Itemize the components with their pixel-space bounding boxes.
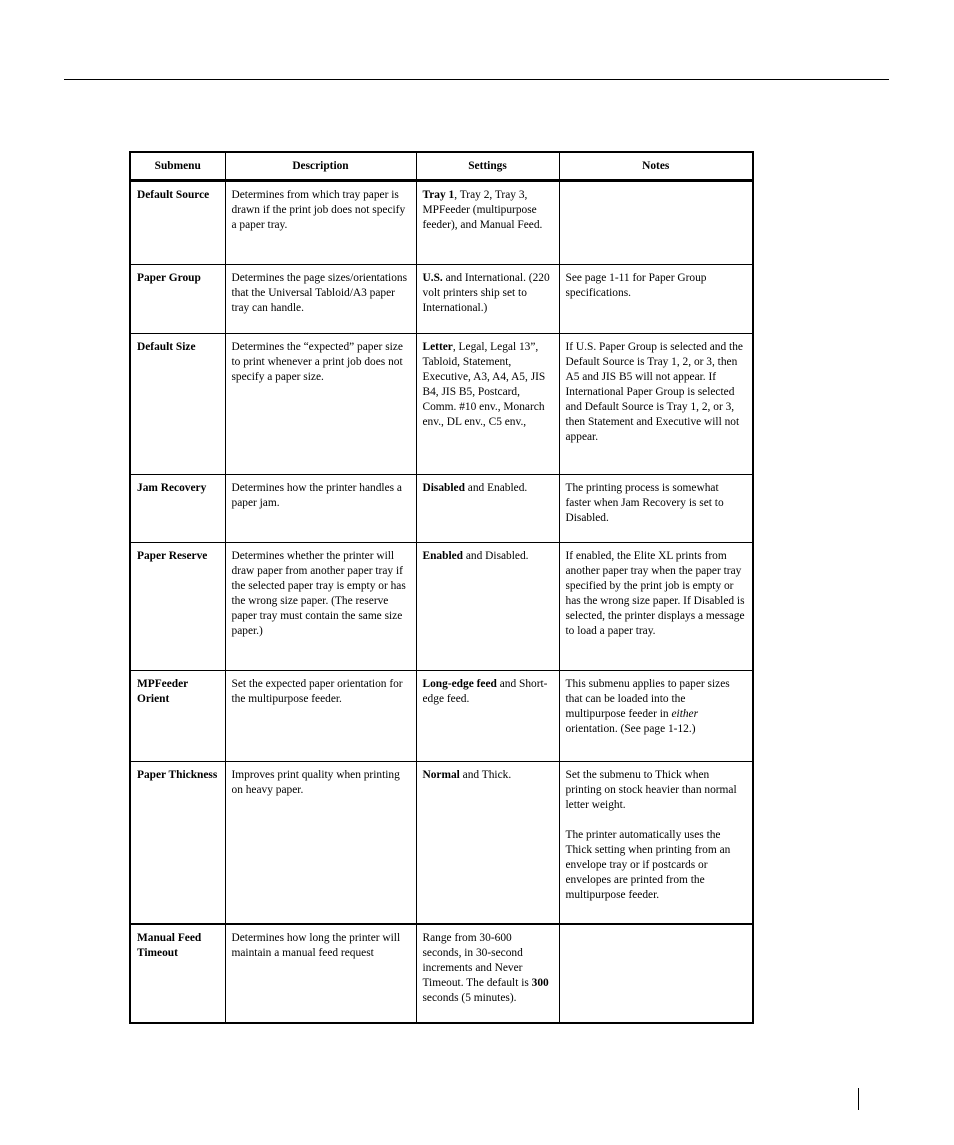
other-settings: and Thick. <box>459 769 512 781</box>
notes-emphasis: either <box>671 708 699 720</box>
table-header-row <box>130 152 753 181</box>
notes-paragraph: Set the submenu to Thick when printing on stock heavier than normal letter weight. <box>565 769 737 811</box>
default-setting: Tray 1 <box>422 189 455 201</box>
notes-cell: If U.S. Paper Group is selected and the Default Source is Tray 1, 2, or 3, then A5 and JIS B5 will not appear. If International Paper Group is selected and Default Source is Tray 1, 2, or 3, then Statement and Executive will not appear. <box>559 334 753 475</box>
other-settings: and Short-edge feed. <box>422 678 548 705</box>
table-row-paper-reserve <box>130 543 753 671</box>
settings-cell <box>416 671 559 762</box>
notes-cell: See page 1-11 for Paper Group specifications. <box>559 265 753 334</box>
default-setting: 300 <box>531 977 549 989</box>
submenu-cell: Paper Group <box>130 265 225 334</box>
submenu-cell: Jam Recovery <box>130 475 225 543</box>
default-setting: Enabled <box>422 550 464 562</box>
submenu-cell: Paper Reserve <box>130 543 225 671</box>
description-cell: Determines from which tray paper is drawn if the print job does not specify a paper tray. <box>225 181 416 265</box>
settings-text: Range from 30-600 seconds, in 30-second increments and Never Timeout. The default is <box>422 932 532 989</box>
other-settings: and Disabled. <box>463 550 529 562</box>
notes-paragraph: The printer automatically uses the Thick setting when printing from an envelope tray or if postcards or envelopes are printed from the multipurpose feeder. <box>565 829 731 901</box>
other-settings: , Legal, Legal 13”, Tabloid, Statement, Executive, A3, A4, A5, JIS B4, JIS B5, Postcard, Comm. #10 env., Monarch env., DL env., C5 env., <box>422 341 546 428</box>
table-row-manual-feed-timeout <box>130 924 753 1023</box>
other-settings: and Enabled. <box>464 482 528 494</box>
settings-cell <box>416 762 559 925</box>
submenu-cell: Manual Feed Timeout <box>130 924 225 1023</box>
table-row-default-source <box>130 181 753 265</box>
table-row-default-size <box>130 334 753 475</box>
notes-cell <box>559 181 753 265</box>
column-header-description: Description <box>225 152 416 181</box>
column-header-submenu: Submenu <box>130 152 225 181</box>
notes-cell: The printing process is somewhat faster when Jam Recovery is set to Disabled. <box>559 475 753 543</box>
default-setting: Disabled <box>422 482 465 494</box>
table-row-paper-group <box>130 265 753 334</box>
column-header-notes: Notes <box>559 152 753 181</box>
notes-cell: If enabled, the Elite XL prints from another paper tray when the paper tray specified by the print job is empty or has the wrong size paper. If Disabled is selected, the printer displays a message to load a paper tray. <box>559 543 753 671</box>
description-cell: Determines whether the printer will draw paper from another paper tray if the selected paper tray is empty or has the wrong size paper. (The reserve paper tray must contain the same size paper.) <box>225 543 416 671</box>
page-edge-mark <box>858 1088 859 1110</box>
default-setting: Normal <box>422 769 460 781</box>
description-cell: Determines the page sizes/orientations that the Universal Tabloid/A3 paper tray can handle. <box>225 265 416 334</box>
description-cell: Improves print quality when printing on heavy paper. <box>225 762 416 925</box>
table-row-paper-thickness <box>130 762 753 925</box>
table-row-mpfeeder-orient <box>130 671 753 762</box>
description-cell: Determines how the printer handles a paper jam. <box>225 475 416 543</box>
header-rule <box>64 79 889 80</box>
settings-cell <box>416 543 559 671</box>
default-setting: Long-edge feed <box>422 678 497 690</box>
column-header-settings: Settings <box>416 152 559 181</box>
printer-menu-table <box>129 151 754 1024</box>
table-row-jam-recovery <box>130 475 753 543</box>
settings-cell <box>416 334 559 475</box>
submenu-cell: MPFeeder Orient <box>130 671 225 762</box>
default-setting: U.S. <box>422 272 443 284</box>
settings-cell <box>416 475 559 543</box>
notes-text: orientation. (See page 1-12.) <box>565 723 696 735</box>
submenu-cell: Paper Thickness <box>130 762 225 925</box>
settings-cell <box>416 265 559 334</box>
notes-cell <box>559 924 753 1023</box>
settings-cell <box>416 181 559 265</box>
description-cell: Determines how long the printer will maintain a manual feed request <box>225 924 416 1023</box>
notes-text: This submenu applies to paper sizes that can be loaded into the multipurpose feeder in <box>565 678 730 720</box>
description-cell: Set the expected paper orientation for the multipurpose feeder. <box>225 671 416 762</box>
other-settings: , Tray 2, Tray 3, MPFeeder (multipurpose feeder), and Manual Feed. <box>422 189 543 231</box>
notes-cell <box>559 671 753 762</box>
submenu-cell: Default Source <box>130 181 225 265</box>
submenu-cell: Default Size <box>130 334 225 475</box>
other-settings: seconds (5 minutes). <box>422 992 517 1004</box>
settings-cell <box>416 924 559 1023</box>
notes-cell <box>559 762 753 925</box>
default-setting: Letter <box>422 341 453 353</box>
other-settings: and International. (220 volt printers ship set to International.) <box>422 272 550 314</box>
description-cell: Determines the “expected” paper size to print whenever a print job does not specify a paper size. <box>225 334 416 475</box>
